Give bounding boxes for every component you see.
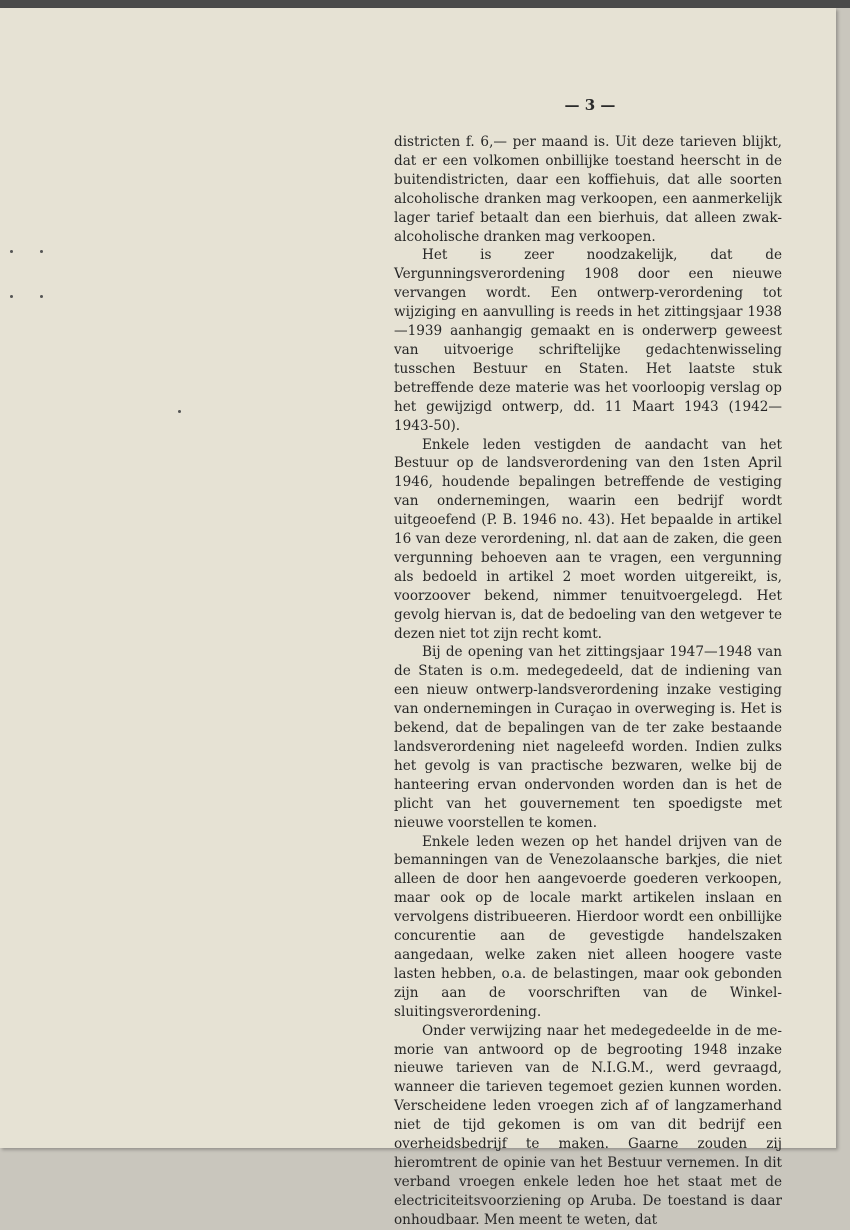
scan-top-edge	[0, 0, 850, 8]
binding-hole-mark	[40, 250, 43, 253]
paragraph: Enkele leden wezen op het handel drijven van de bemanningen van de Venezolaansche barkjes, die niet alleen de door hen aangevoerde goederen verkoopen, maar ook op de locale markt artikelen inslaan en vervolgens distribueeren. Hierdoor wordt een onbillijke concurentie aan de gevestigde handelszaken aangedaan, welke zaken niet alleen hoogere vaste lasten hebben, o.a. de belastingen, maar ook gebonden zijn aan de voorschriften van de Winkelsluitingsverordening.	[394, 833, 782, 1020]
binding-hole-mark	[10, 250, 13, 253]
paragraph: Onder verwijzing naar het medegedeelde in de memorie van antwoord op de begrooting 1948 inzake nieuwe tarieven van de N.I.G.M., werd gevraagd, wanneer die tarieven tegemoet gezien kunnen worden. Verscheidene leden vroegen zich af of langzamerhand niet de tijd gekomen is om van dit bedrijf een overheidsbedrijf te maken. Gaarne zouden zij hieromtrent de opinie van het Bestuur vernemen. In dit verband vroegen enkele leden hoe het staat met de electriciteitsvoorziening op Aruba. De toestand is daar onhoudbaar. Men meent te weten, dat	[394, 1022, 782, 1228]
binding-hole-mark	[40, 295, 43, 298]
document-page	[0, 8, 836, 1228]
speck-mark	[178, 410, 181, 413]
binding-hole-mark	[10, 295, 13, 298]
paragraph: Het is zeer noodzakelijk, dat de Vergunningsverordening 1908 door een nieuwe vervangen wordt. Een ontwerp-verordening tot wijziging en aanvulling is reeds in het zittingsjaar 1938—1939 aanhangig gemaakt en is onderwerp geweest van uitvoerige schriftelijke gedachtenwisseling tusschen Bestuur en Staten. Het laatste stuk betreffende deze materie was het voorloopig verslag op het gewijzigd ontwerp, dd. 11 Maart 1943 (1942—1943-50).	[394, 247, 782, 434]
paragraph: Enkele leden vestigden de aandacht van het Bestuur op de landsverordening van den 1sten April 1946, houdende bepalingen betreffende de vestiging van ondernemingen, waarin een bedrijf wordt uitgeoefend (P. B. 1946 no. 43). Het bepaalde in artikel 16 van deze verordening, nl. dat aan de zaken, die geen vergunning behoeven aan te vragen, een vergunning als bedoeld in artikel 2 moet worden uitgereikt, is, voorzoover bekend, nimmer tenuitvoergelegd. Het gevolg hiervan is, dat de bedoeling van den wetgever te dezen niet tot zijn recht komt.	[394, 436, 782, 642]
body-text	[394, 133, 782, 1230]
paragraph: districten f. 6,— per maand is. Uit deze tarieven blijkt, dat er een volkomen onbillijke toestand heerscht in de buitendistricten, daar een koffiehuis, dat alle soorten alcoholische dranken mag verkoopen, een aanmerkelijk lager tarief betaalt dan een bierhuis, dat alleen zwak-alcoholische dranken mag verkoopen.	[394, 134, 782, 245]
page-number: — 3 —	[564, 96, 616, 114]
paragraph: Bij de opening van het zittingsjaar 1947—1948 van de Staten is o.m. medegedeeld, dat de indiening van een nieuw ontwerp-landsverordening inzake vestiging van ondernemingen in Curaçao in overweging is. Het is bekend, dat de bepalingen van de ter zake bestaande landsverordening niet nageleefd worden. Indien zulks het gevolg is van practische bezwaren, welke bij de hanteering ervan ondervonden worden dan is het de plicht van het gouvernement ten spoedigste met nieuwe voorstellen te komen.	[394, 644, 782, 831]
